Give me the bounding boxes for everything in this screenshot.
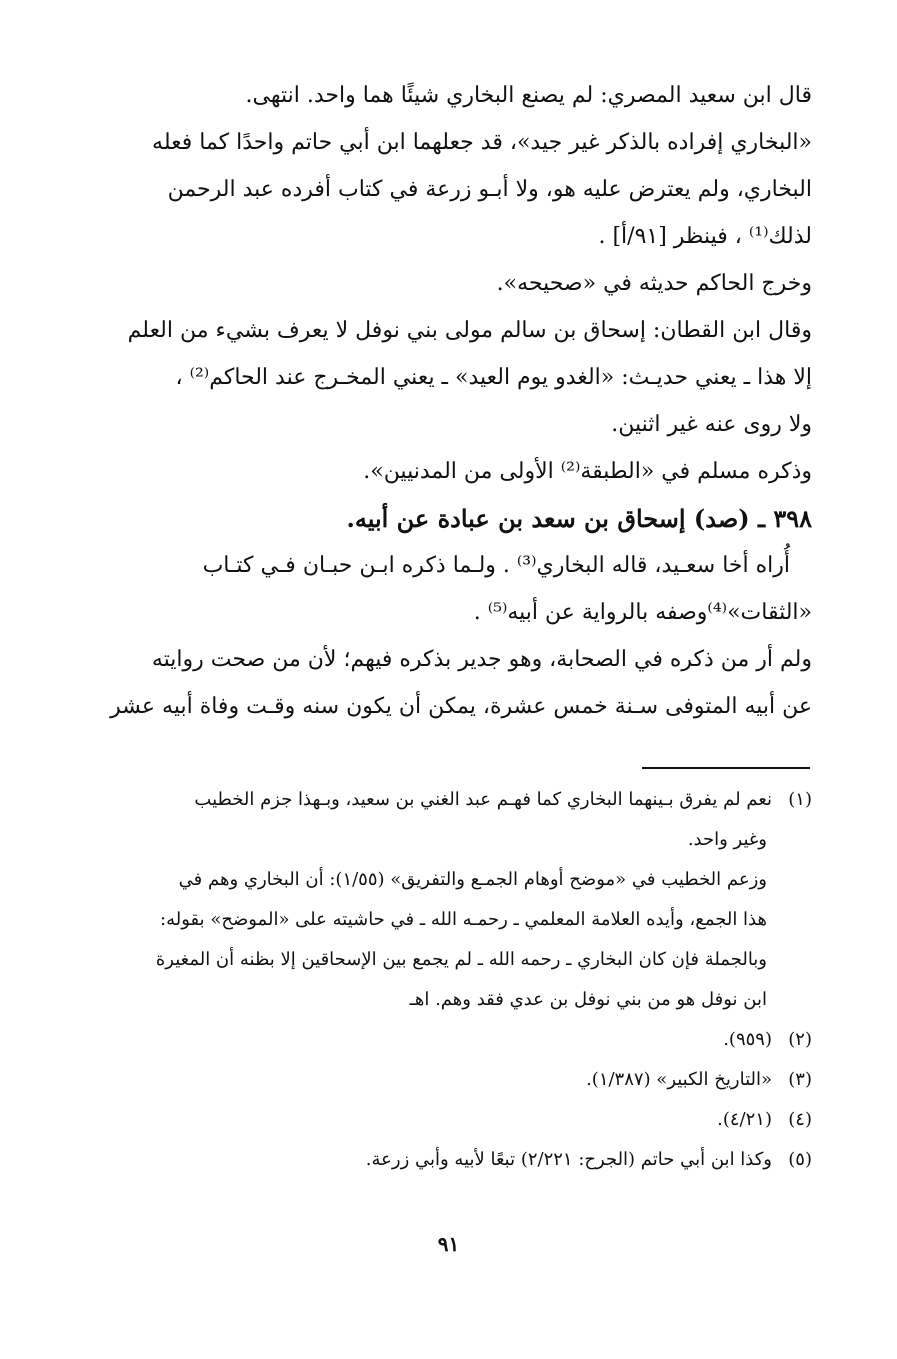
footnote-1-line: ابن نوفل هو من بني نوفل بن عدي فقد وهم. اهـ <box>409 989 767 1010</box>
footnote-1-line: وزعم الخطيب في «موضح أوهام الجمـع والتفريق» (١/٥٥): أن البخاري وهم في <box>178 869 767 890</box>
page-number: ٩١ <box>437 1232 460 1256</box>
text-line: لذلك⁽¹⁾ ، فينظر [٩١/أ] . <box>598 224 812 249</box>
text-line: عن أبيه المتوفى سـنة خمس عشرة، يمكن أن يكون سنه وقـت وفاة أبيه عشر <box>110 694 812 719</box>
text-line: وقال ابن القطان: إسحاق بن سالم مولى بني نوفل لا يعرف بشيء من العلم <box>127 318 812 343</box>
footnote-text: نعم لم يفرق بـينهما البخاري كما فهـم عبد الغني بن سعيد، وبـهذا جزم الخطيب <box>194 789 772 810</box>
text-line: وخرج الحاكم حديثه في «صحيحه». <box>496 271 812 296</box>
footnote-number: (٢) <box>788 1029 812 1050</box>
footnote-number: (٥) <box>788 1149 812 1170</box>
footnote-text: «التاريخ الكبير» (١/٣٨٧). <box>586 1069 772 1090</box>
footnote-number: (٣) <box>788 1069 812 1090</box>
footnote-divider <box>642 767 810 769</box>
footnote-4 <box>95 1100 812 1140</box>
footnote-3 <box>95 1060 812 1100</box>
footnote-text: (٤/٢١). <box>717 1109 772 1130</box>
text-line: إلا هذا ـ يعني حديـث: «الغدو يوم العيد» ـ يعني المخـرج عند الحاكم⁽²⁾ ، <box>175 365 812 390</box>
footnote-text: (٩٥٩). <box>723 1029 772 1050</box>
footnote-number: (٤) <box>788 1109 812 1130</box>
footnote-text: وكذا ابن أبي حاتم (الجرح: ٢/٢٢١) تبعًا لأبيه وأبي زرعة. <box>365 1149 772 1170</box>
footnote-number: (١) <box>788 789 812 810</box>
main-text <box>100 72 812 730</box>
text-line: «البخاري إفراده بالذكر غير جيد»، قد جعلهما ابن أبي حاتم واحدًا كما فعله <box>152 130 812 155</box>
text-line: البخاري، ولم يعترض عليه هو، ولا أبـو زرعة في كتاب أفرده عبد الرحمن <box>167 177 812 202</box>
text-line: قال ابن سعيد المصري: لم يصنع البخاري شيئًا هما واحد. انتهى. <box>245 83 812 108</box>
text-line: «الثقات»⁽⁴⁾وصفه بالرواية عن أبيه⁽⁵⁾ . <box>473 600 812 625</box>
footnote-1-line: وغير واحد. <box>687 829 767 850</box>
footnote-5 <box>95 1140 812 1180</box>
text-line: أُراه أخا سعـيد، قاله البخاري⁽³⁾ . ولـما ذكره ابـن حبـان فـي كتـاب <box>202 553 790 578</box>
text-line: ولا روى عنه غير اثنين. <box>611 412 812 437</box>
footnotes <box>95 780 812 1180</box>
text-line: وذكره مسلم في «الطبقة⁽²⁾ الأولى من المدنيين». <box>363 459 812 484</box>
footnote-1-line: هذا الجمع، وأيده العلامة المعلمي ـ رحمـه الله ـ في حاشيته على «الموضح» بقوله: <box>160 909 767 930</box>
footnote-1-line: وبالجملة فإن كان البخاري ـ رحمه الله ـ لم يجمع بين الإسحاقين إلا بظنه أن المغيرة <box>155 949 767 970</box>
footnote-2 <box>95 1020 812 1060</box>
entry-heading: ٣٩٨ ـ (صد) إسحاق بن سعد بن عبادة عن أبيه. <box>346 504 812 533</box>
text-line: ولم أر من ذكره في الصحابة، وهو جدير بذكره فيهم؛ لأن من صحت روايته <box>151 647 812 672</box>
footnote-1-line <box>95 780 812 820</box>
